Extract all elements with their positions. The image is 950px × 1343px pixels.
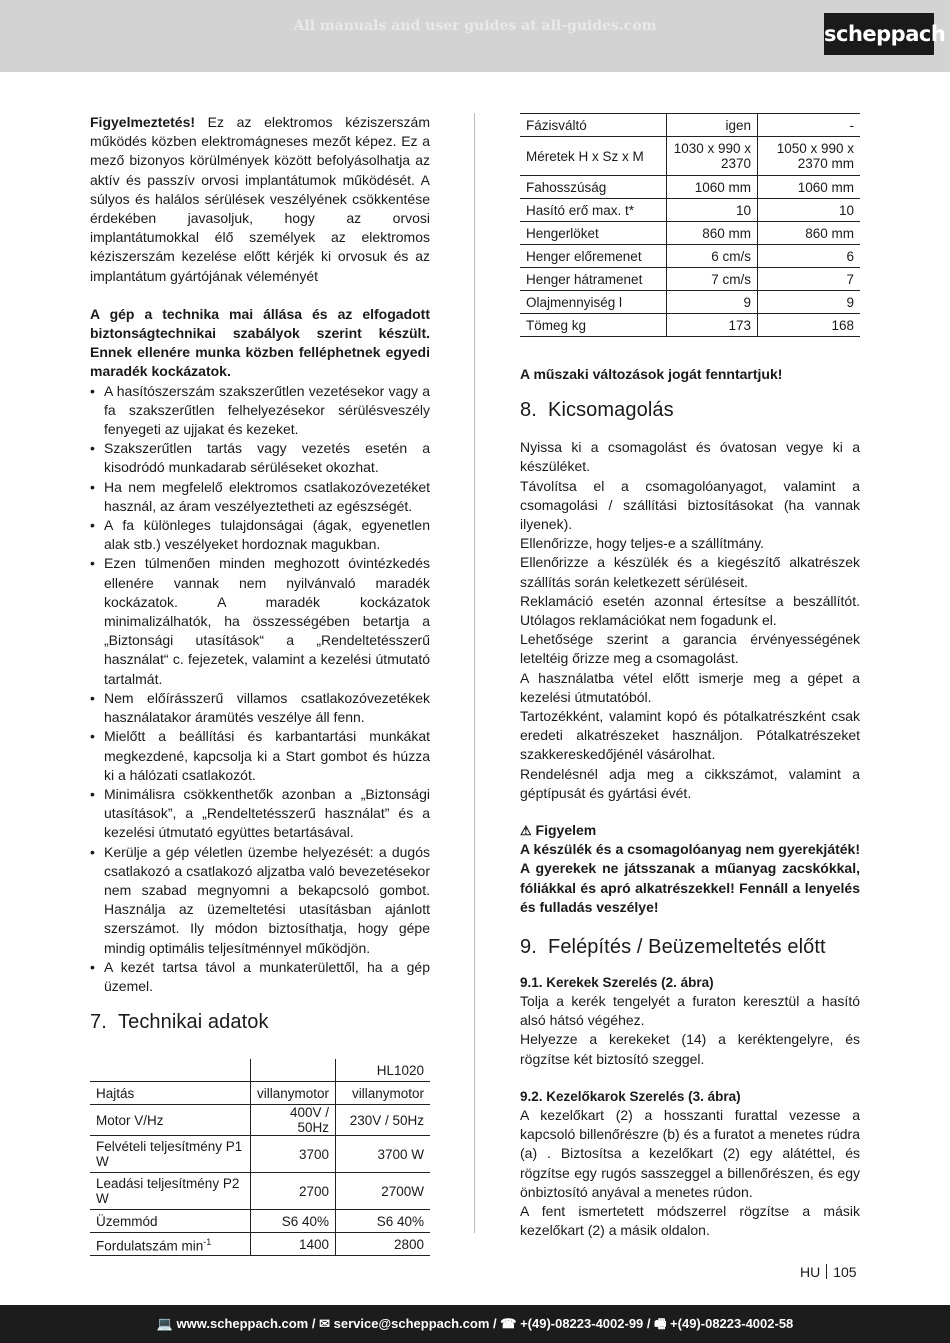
computer-icon: 💻 — [156, 1316, 173, 1331]
residual-risk-list — [90, 382, 430, 997]
rpm-unit-sup: -1 — [203, 1236, 212, 1247]
section-8-heading: 8. Kicsomagolás — [520, 399, 674, 422]
table-row: Motor V/Hz 400V / 50Hz 230V / 50Hz — [90, 1105, 430, 1136]
list-item: • A hasítószerszám szakszerűtlen vezetésekor vagy a fa szakszerűtlen felhelyezésekor sérülésveszély fenyegeti az ujjakat és kezeket. — [90, 382, 430, 440]
table-row: Henger hátramenet 7 cm/s 7 — [520, 268, 860, 291]
table-row: Hengerlöket 860 mm 860 mm — [520, 222, 860, 245]
watermark-text: All manuals and user guides at all-guides.com — [293, 18, 657, 34]
footer-bar — [0, 1305, 950, 1343]
list-item: • Kerülje a gép véletlen üzembe helyezését: a dugós csatlakozó a csatlakozó aljzatba való bevezetésekor nem szabad megnyomni a bekapcsoló gombot. Használja az üzemeltetési utasításban ajánlott szerszámot. Ily módon biztosíthatja, hogy gépe mindig optimális teljesítménnyel működjön. — [90, 843, 430, 958]
page-number-value: 105 — [833, 1264, 857, 1280]
unpack-paragraph: Távolítsa el a csomagolóanyagot, valamint a csomagolási / szállítási biztosításokat (ha vannak ilyenek). — [520, 477, 860, 533]
residual-risk-intro: A gép a technika mai állása és az elfogadott biztonságtechnikai szabályok szerint készült. Ennek ellenére munka közben felléphetnek egyedi maradék kockázatok. — [90, 305, 430, 380]
phone-icon: ☎ — [500, 1316, 517, 1331]
mail-icon: ✉ — [319, 1316, 330, 1331]
list-item: • Nem előírásszerű villamos csatlakozóvezetékek használatakor áramütés veszélye áll fenn. — [90, 689, 430, 727]
list-item: • A kezét tartsa távol a munkaterülettől, ha a gép üzemel. — [90, 958, 430, 996]
unpack-paragraph: Ellenőrizze a készülék és a kiegészítő alkatrészek szállítás során keletkezett sérüléseit. — [520, 554, 860, 590]
footer-website[interactable]: www.scheppach.com / — [176, 1316, 316, 1331]
table-row: Fordulatszám $\min^{-1}$ 1400 2800 — [90, 1233, 430, 1256]
warning-triangle-icon: ⚠ — [520, 823, 532, 839]
table-row: Hajtás villanymotor villanymotor — [90, 1082, 430, 1105]
unpack-paragraph: Ellenőrizze, hogy teljes-e a szállítmány. — [520, 535, 765, 552]
warning-block-text: A készülék és a csomagolóanyag nem gyerekjáték! A gyerekek ne játsszanak a műanyag zacskókkal, fóliákkal és apró alkatrészekkel! Fennáll a lenyelés és fulladás veszélye! — [520, 841, 860, 915]
table-row: Henger előremenet 6 cm/s 6 — [520, 245, 860, 268]
right-column — [520, 113, 860, 1240]
table-row: Hasító erő max. t* 10 10 — [520, 199, 860, 222]
subsection-9-2-heading: 9.2. Kezelőkarok Szerelés (3. ábra) — [520, 1088, 741, 1104]
unpack-paragraph: A használatba vétel előtt ismerje meg a gépet a kezelési útmutatóból. — [520, 669, 860, 705]
subsection-9-2-text: A kezelőkart (2) a hosszanti furattal vezesse a kapcsoló billenőrészre (b) és a furatot a menetes rúdra (a) . Biztosítsa a kezelőkart (2) egy alátéttel, és rögzítse egy rugós sasszeggel a billenőrészen, és egy önbiztosító anyával a menetes rúdon. — [520, 1106, 860, 1200]
table-header-row: HL1020 — [90, 1059, 430, 1082]
emf-warning-paragraph — [90, 113, 430, 286]
unpack-paragraph: Reklamáció esetén azonnal értesítse a beszállítót. Utólagos reklamációkat nem fogadunk el. — [520, 592, 860, 629]
list-item: • Szakszerűtlen tartás vagy vezetés esetén a kisodródó munkadarab sérüléseket okozhat. — [90, 439, 430, 477]
list-item: • Ezen túlmenően minden meghozott óvintézkedés ellenére vannak nem nyilvánvaló maradék kockázatok. A maradék kockázatok minimalizálhatók, ha összességében betartja a „Biztonsági utasítások“ a „Rendeltetésszerű használat“ c. fejezetek, valamint a kezelési útmutató tartalmát. — [90, 554, 430, 688]
subsection-9-1-text: Helyezze a kerekeket (14) a keréktengelyre, és rögzítse két biztosító szeggel. — [520, 1031, 860, 1067]
top-banner — [0, 0, 950, 72]
tech-changes-note: A műszaki változások jogát fenntartjuk! — [520, 366, 783, 382]
fax-icon: 🖷 — [654, 1316, 667, 1331]
unpack-paragraph: Rendelésnél adja meg a cikkszámot, valamint a géptípusát és gyártási évét. — [520, 765, 860, 801]
subsection-9-1-text: Tolja a kerék tengelyét a furaton keresztül a hasító alsó hátsó végéhez. — [520, 993, 860, 1029]
list-item: • Minimálisra csökkenthetők azonban a „Biztonsági utasítások”, a „Rendeltetésszerű használat” és a kezelési útmutató együttes betartásával. — [90, 785, 430, 843]
scheppach-logo: scheppach — [824, 13, 934, 55]
footer-phone: +(49)-08223-4002-99 / — [520, 1316, 651, 1331]
column-divider — [474, 113, 475, 1233]
table-row: Olajmennyiség l 9 9 — [520, 291, 860, 314]
section-9-heading: 9. Felépítés / Beüzemeltetés előtt — [520, 936, 826, 959]
table-row: Fahosszúság 1060 mm 1060 mm — [520, 176, 860, 199]
unpack-paragraph: Nyissa ki a csomagolást és óvatosan vegye ki a készüléket. — [520, 439, 860, 475]
table-row: Leadási teljesítmény P2 W 2700 2700W — [90, 1173, 430, 1210]
unpack-paragraph: Tartozékként, valamint kopó és pótalkatrészként csak eredeti alkatrészeket használjon. Pótalkatrészeket szakkereskedőjénél vásárolhat. — [520, 708, 860, 763]
warning-heading: ⚠ Figyelem — [520, 822, 597, 839]
tech-data-table-1 — [90, 1059, 430, 1256]
subsection-9-1-heading: 9.1. Kerekek Szerelés (2. ábra) — [520, 975, 714, 991]
tech-data-table-2 — [520, 113, 860, 337]
footer-email[interactable]: service@scheppach.com / — [333, 1316, 497, 1331]
list-item: • A fa különleges tulajdonságai (ágak, egyenetlen alak stb.) veszélyeket hordoznak magukban. — [90, 516, 430, 554]
footer-fax: +(49)-08223-4002-58 — [670, 1316, 794, 1331]
language-code: HU — [800, 1264, 821, 1280]
unpack-paragraph: Lehetősége szerint a garancia érvényességének leteltéig őrizze meg a csomagolást. — [520, 631, 860, 667]
section-7-heading: 7. Technikai adatok — [90, 1011, 269, 1034]
rpm-label: Fordulatszám min — [96, 1238, 204, 1254]
table-row: Tömeg kg 173 168 — [520, 314, 860, 337]
table-row: Fázisváltó igen - — [520, 114, 860, 137]
page-number — [800, 1264, 857, 1280]
left-column — [90, 113, 430, 1256]
table-row: Üzemmód S6 40% S6 40% — [90, 1210, 430, 1233]
list-item: • Mielőtt a beállítási és karbantartási munkákat megkezdené, kapcsolja ki a Start gombot és húzza ki a hálózati csatlakozót. — [90, 727, 430, 785]
list-item: • Ha nem megfelelő elektromos csatlakozóvezetéket használ, az áram veszélyeztetheti az egészségét. — [90, 478, 430, 516]
table-row: Felvételi teljesítmény P1 W 3700 3700 W — [90, 1136, 430, 1173]
warning-text: Ez az elektromos kéziszerszám működés közben elektromágneses mezőt képez. Ez a mező bizonyos körülmények között befolyásolhatja az aktív és passzív orvosi implantátumok működését. A súlyos és halálos sérülések veszélyének csökkentése érdekében javasoljuk, hogy az orvosi implantátumokkal élő személyek az elektromos kéziszerszám kezelése előtt kérjék ki orvosuk és az implantátum gyártójának véleményét — [90, 114, 430, 284]
subsection-9-2-text: A fent ismertetett módszerrel rögzítse a másik kezelőkart (2) a másik oldalon. — [520, 1202, 860, 1239]
warning-label: Figyelmeztetés! — [90, 114, 196, 130]
table-row: Méretek H x Sz x M 1030 x 990 x 2370 1050 x 990 x 2370 mm — [520, 137, 860, 176]
